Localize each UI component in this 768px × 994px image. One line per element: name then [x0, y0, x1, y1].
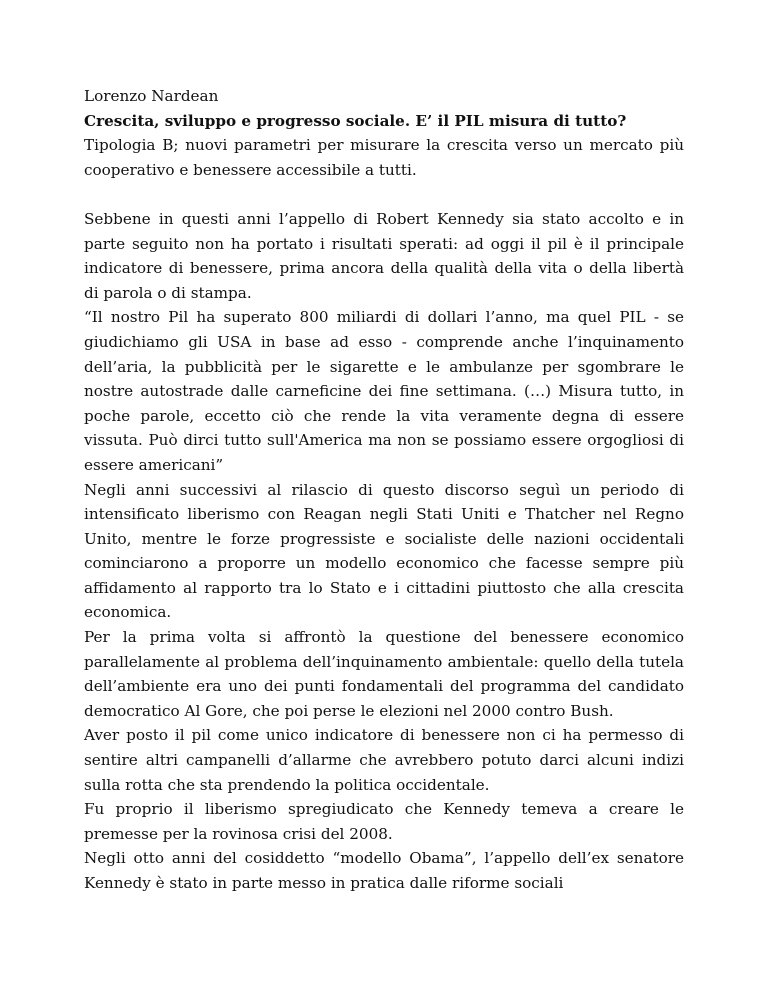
body-paragraph: Negli otto anni del cosiddetto “modello Obama”, l’appello dell’ex senatore Kennedy è stato in parte messo in pratica dalle riforme sociali: [84, 849, 684, 892]
body-paragraph: Sebbene in questi anni l’appello di Robert Kennedy sia stato accolto e in parte seguito non ha portato i risultati sperati: ad oggi il pil è il principale indicatore di benessere, prima ancora della qualità della vita o della libertà di parola o di stampa.: [84, 209, 684, 302]
body-paragraph: “Il nostro Pil ha superato 800 miliardi di dollari l’anno, ma quel PIL - se giudichiamo gli USA in base ad esso - comprende anche l’inquinamento dell’aria, la pubblicità per le sigarette e le ambulanze per sgombrare le nostre autostrade dalle carneficine dei fine settimana. (…) Misura tutto, in poche parole, eccetto ciò che rende la vita veramente degna di essere vissuta. Può dirci tutto sull'America ma non se possiamo essere orgogliosi di essere americani”: [84, 308, 684, 474]
document-subtitle: Tipologia B; nuovi parametri per misurare la crescita verso un mercato più cooperativo e benessere accessibile a tutti.: [84, 136, 684, 179]
body-paragraph: Fu proprio il liberismo spregiudicato che Kennedy temeva a creare le premesse per la rovinosa crisi del 2008.: [84, 800, 684, 843]
body-paragraph: Per la prima volta si affrontò la questione del benessere economico parallelamente al problema dell’inquinamento ambientale: quello della tutela dell’ambiente era uno dei punti fondamentali del programma del candidato democratico Al Gore, che poi perse le elezioni nel 2000 contro Bush.: [84, 628, 684, 720]
blank-line: [84, 182, 684, 207]
body-paragraph: Negli anni successivi al rilascio di questo discorso seguì un periodo di intensificato liberismo con Reagan negli Stati Uniti e Thatcher nel Regno Unito, mentre le forze progressiste e socialiste delle nazioni occidentali cominciarono a proporre un modello economico che facesse sempre più affidamento al rapporto tra lo Stato e i cittadini piuttosto che alla crescita economica.: [84, 480, 684, 622]
document-title: Crescita, sviluppo e progresso sociale. E’ il PIL misura di tutto?: [84, 111, 627, 130]
author-name: Lorenzo Nardean: [84, 87, 219, 105]
body-paragraph: Aver posto il pil come unico indicatore di benessere non ci ha permesso di sentire altri campanelli d’allarme che avrebbero potuto darci alcuni indizi sulla rotta che sta prendendo la politica occidentale.: [84, 726, 684, 794]
